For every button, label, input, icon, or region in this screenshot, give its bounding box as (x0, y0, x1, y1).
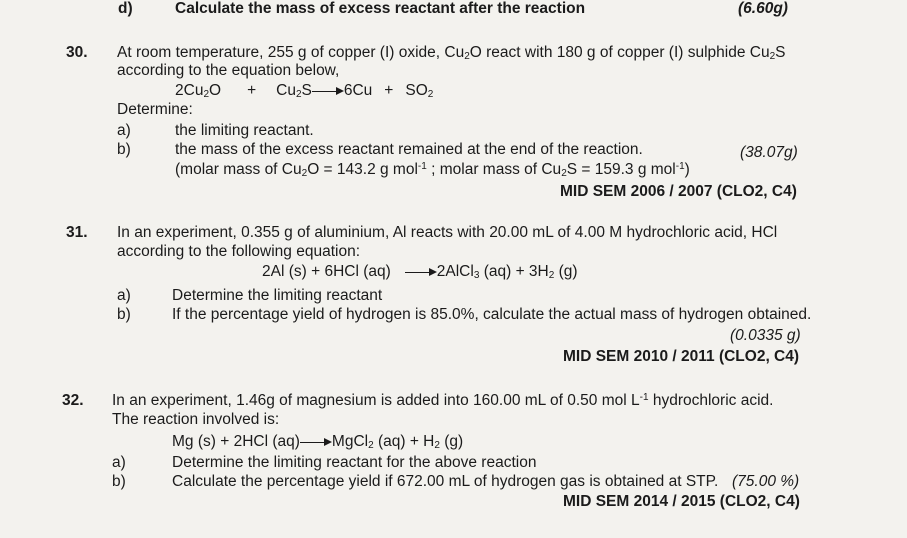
item-text: If the percentage yield of hydrogen is 85.0%, calculate the actual mass of hydrogen obtained. (172, 306, 812, 323)
question-text: according to the equation below, (117, 62, 340, 79)
item-text: Determine the limiting reactant (172, 287, 383, 304)
answer: (38.07g) (740, 144, 798, 161)
chemical-equation: 2Al (s) + 6HCl (aq) 2AlCl$_3$ $(aq) + 3H_2$ (g) (262, 263, 578, 281)
question-number: 31. (66, 224, 88, 241)
molar-mass-note: (molar mass of $Cu_2O = 143.2$ g mol$^{-1}$ ; molar mass of $Cu_2S = 159.3$ g mol$^{-1}$) (175, 161, 690, 179)
answer: (0.0335 g) (730, 327, 801, 344)
item-text: Calculate the mass of excess reactant after the reaction (175, 0, 586, 17)
question-text: The reaction involved is: (112, 411, 280, 428)
exam-source: MID SEM 2006 / 2007 (CLO2, C4) (560, 183, 797, 200)
item-letter: b) (117, 306, 131, 323)
reaction-arrow-icon (405, 267, 437, 277)
exam-source: MID SEM 2010 / 2011 (CLO2, C4) (563, 348, 800, 365)
item-letter: a) (112, 454, 126, 471)
question-number: 32. (62, 392, 84, 409)
question-text: At room temperature, 255 g of copper (I) oxide, $Cu_2O$ react with 180 g of copper (I) sulphide $Cu_2S$ (117, 44, 786, 62)
question-number: 30. (66, 44, 88, 61)
item-text: Calculate the percentage yield if 672.00 mL of hydrogen gas is obtained at STP. (172, 473, 719, 490)
item-letter: b) (112, 473, 126, 490)
reaction-arrow-icon (312, 86, 344, 96)
item-letter: a) (117, 287, 131, 304)
question-text: Determine: (117, 101, 193, 118)
answer: (6.60g) (738, 0, 788, 17)
question-text: In an experiment, 0.355 g of aluminium, Al reacts with 20.00 mL of 4.00 M hydrochloric acid, HCl (117, 224, 778, 241)
chemical-equation: $2Cu_2O + Cu_2S$ $6Cu + SO_2$ (175, 82, 434, 100)
item-text: Determine the limiting reactant for the above reaction (172, 454, 537, 471)
chemical-equation: Mg (s) + 2HCl (aq) MgCl$_2$ $(aq) + H_2$ (g) (172, 433, 464, 451)
question-text: according to the following equation: (117, 243, 360, 260)
item-letter: a) (117, 122, 131, 139)
item-text: the mass of the excess reactant remained at the end of the reaction. (175, 141, 643, 158)
item-letter: d) (118, 0, 133, 17)
exam-source: MID SEM 2014 / 2015 (CLO2, C4) (563, 493, 800, 510)
item-letter: b) (117, 141, 131, 158)
reaction-arrow-icon (300, 437, 332, 447)
question-text: In an experiment, 1.46g of magnesium is added into 160.00 mL of 0.50 mol $L^{-1}$ hydrochloric acid. (112, 392, 774, 409)
item-text: the limiting reactant. (175, 122, 314, 139)
answer: (75.00 %) (732, 473, 800, 490)
